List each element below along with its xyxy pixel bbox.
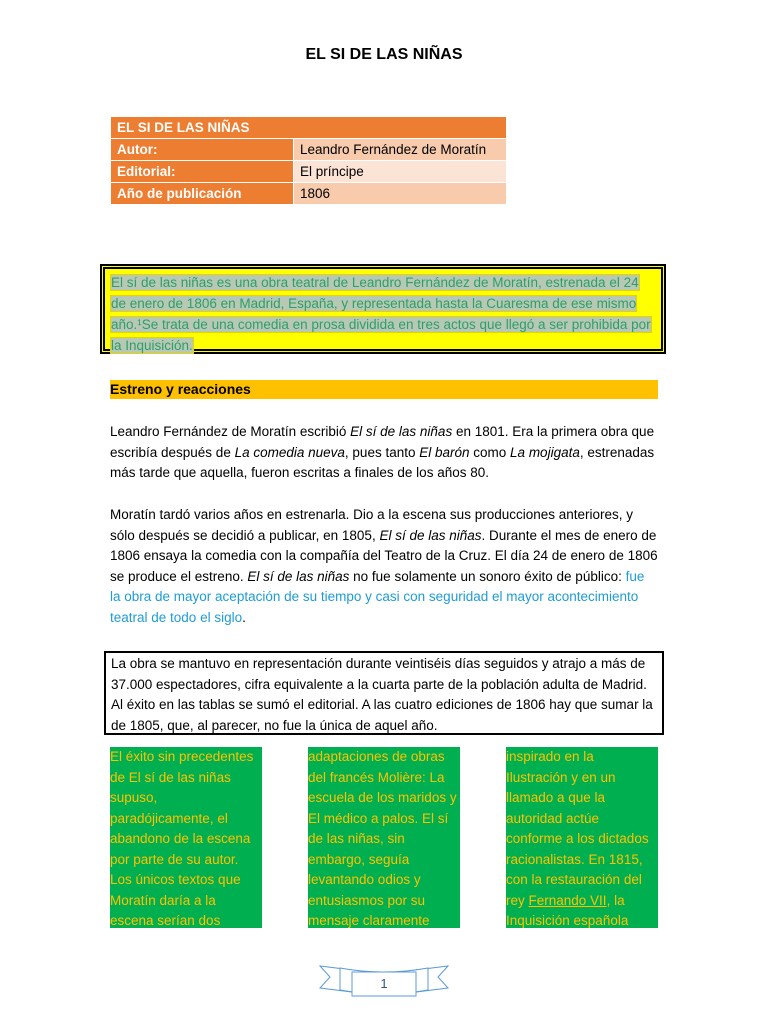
table-value-publisher: El príncipe [294, 161, 507, 183]
intro-box [100, 264, 666, 354]
text-run: , estrenadas más tarde que aquella, fueron escritas a finales de los años 80. [110, 444, 655, 480]
book-title: El barón [419, 444, 470, 460]
text-run: , la Inquisición española [506, 892, 629, 928]
text-run: en 1801. Era la primera obra que escribía después de [110, 424, 655, 460]
text-column-1: El éxito sin precedentes de El sí de las niñas supuso, paradójicamente, el abandono de la escena por parte de su autor. Los únicos textos que Moratín daría a la escena serían dos [110, 747, 262, 928]
text-column-2: adaptaciones de obras del francés Molière: La escuela de los maridos y El médico a palos. El sí de las niñas, sin embargo, seguía levantando odios y entusiasmos por su mensaje claramente [308, 747, 460, 928]
text-run: como [469, 444, 511, 460]
page-number: 1 [380, 976, 388, 991]
document-title: EL SI DE LAS NIÑAS [305, 46, 463, 63]
table-key-publisher: Editorial: [111, 161, 294, 183]
table-row [111, 183, 507, 205]
text-run: Moratín tardó varios años en estrenarla. Dio a la escena sus producciones anteriores, y sólo después se decidió a publicar, en 1805, [110, 507, 634, 543]
text-column-3 [506, 747, 658, 928]
book-title: El sí de las niñas [350, 424, 453, 439]
book-title: La comedia nueva [234, 444, 345, 460]
intro-text: El sí de las niñas es una obra teatral de Leandro Fernández de Moratín, estrenada el 24 de enero de 1806 en Madrid, España, y representada hasta la Cuaresma de ese mismo año.¹Se trata de una comedia en prosa dividida en tres actos que llegó a ser prohibida por la Inquisición. [111, 275, 651, 353]
paragraph-2 [110, 505, 658, 628]
book-info-table [110, 116, 507, 205]
fernando-vii-link[interactable]: Fernando VII [528, 892, 607, 908]
table-value-year: 1806 [294, 183, 507, 205]
book-title: El sí de las niñas [379, 527, 482, 543]
page-number-banner [318, 962, 450, 998]
table-value-author: Leandro Fernández de Moratín [294, 139, 507, 161]
table-row [111, 139, 507, 161]
text-run: Leandro Fernández de Moratín escribió [110, 424, 351, 439]
book-title: El sí de las niñas [247, 568, 350, 584]
text-run: inspirado en la Ilustración y en un llamado a que la autoridad actúe conforme a los dictados racionalistas. En 1815, con la restauración del rey [506, 749, 649, 908]
table-header-row [111, 117, 507, 139]
text-run: . [242, 609, 246, 625]
table-key-author: Autor: [111, 139, 294, 161]
table-key-year: Año de publicación [111, 183, 294, 205]
text-run: no fue solamente un sonoro éxito de público: [349, 568, 626, 584]
bordered-paragraph: La obra se mantuvo en representación durante veintiséis días seguidos y atrajo a más de 37.000 espectadores, cifra equivalente a la cuarta parte de la población adulta de Madrid. Al éxito en las tablas se sumó el editorial. A las cuatro ediciones de 1806 hay que sumar la de 1805, que, al parecer, no fue la única de aquel año. [104, 651, 664, 735]
text-run: . Durante el mes de enero de 1806 ensaya la comedia con la compañía del Teatro de la Cruz. El día 24 de enero de 1806 se produce el estreno. [110, 527, 658, 584]
table-row [111, 161, 507, 183]
text-run: , pues tanto [344, 444, 420, 460]
book-title: La mojigata [510, 444, 580, 460]
section-heading: Estreno y reacciones [110, 380, 658, 399]
highlighted-text: fue la obra de mayor aceptación de su tiempo y casi con seguridad el mayor acontecimiento teatral de todo el siglo [110, 568, 645, 625]
paragraph-1 [110, 422, 658, 484]
table-header: EL SI DE LAS NIÑAS [111, 117, 507, 139]
